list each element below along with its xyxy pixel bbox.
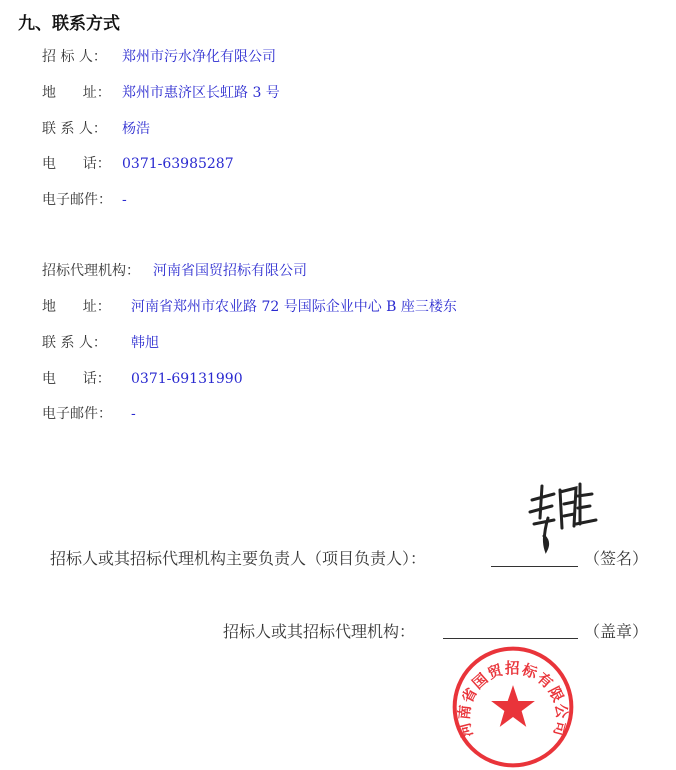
field-value: 郑州市惠济区长虹路 3 号: [122, 85, 280, 101]
agency-contact-row: [42, 333, 159, 353]
field-label: 地 址：: [42, 299, 111, 315]
field-label: 电 话：: [42, 371, 111, 387]
section-title: 九、联系方式: [18, 14, 120, 34]
field-value: 郑州市污水净化有限公司: [122, 49, 276, 65]
tenderer-name-row: [42, 47, 276, 67]
star-icon: [491, 685, 535, 727]
field-value: -: [131, 406, 136, 422]
handwritten-signature: [520, 478, 600, 558]
responsible-person-label: 招标人或其招标代理机构主要负责人（项目负责人）：: [50, 549, 427, 568]
agency-name-row: [42, 261, 307, 281]
seal-text: 河南省国贸招标有限公司: [455, 660, 571, 740]
field-value: 0371-69131990: [131, 371, 243, 387]
organization-label: 招标人或其招标代理机构：: [223, 622, 416, 641]
field-value: 河南省郑州市农业路 72 号国际企业中心 B 座三楼东: [131, 299, 457, 315]
field-value: 韩旭: [131, 335, 159, 351]
field-label: 电子邮件：: [42, 406, 112, 422]
field-value: 0371-63985287: [122, 156, 234, 172]
signature-suffix: （签名）: [584, 549, 649, 568]
field-label: 电 话：: [42, 156, 111, 172]
field-value: 河南省国贸招标有限公司: [153, 263, 307, 279]
field-label: 联 系 人：: [42, 121, 107, 137]
seal-line: [443, 638, 578, 639]
company-seal: [450, 644, 576, 770]
field-label: 地 址：: [42, 85, 111, 101]
field-label: 招 标 人：: [42, 49, 107, 65]
agency-address-row: [42, 297, 457, 317]
field-value: -: [122, 192, 127, 208]
signature-line: [491, 566, 578, 567]
agency-email-row: [42, 404, 136, 424]
tenderer-phone-row: [42, 154, 234, 174]
field-label: 联 系 人：: [42, 335, 107, 351]
seal-suffix: （盖章）: [584, 622, 649, 641]
field-label: 电子邮件：: [42, 192, 112, 208]
tenderer-address-row: [42, 83, 280, 103]
field-label: 招标代理机构：: [42, 263, 140, 279]
agency-phone-row: [42, 369, 243, 389]
field-value: 杨浩: [122, 121, 150, 137]
tenderer-email-row: [42, 190, 127, 210]
tenderer-contact-row: [42, 119, 150, 139]
